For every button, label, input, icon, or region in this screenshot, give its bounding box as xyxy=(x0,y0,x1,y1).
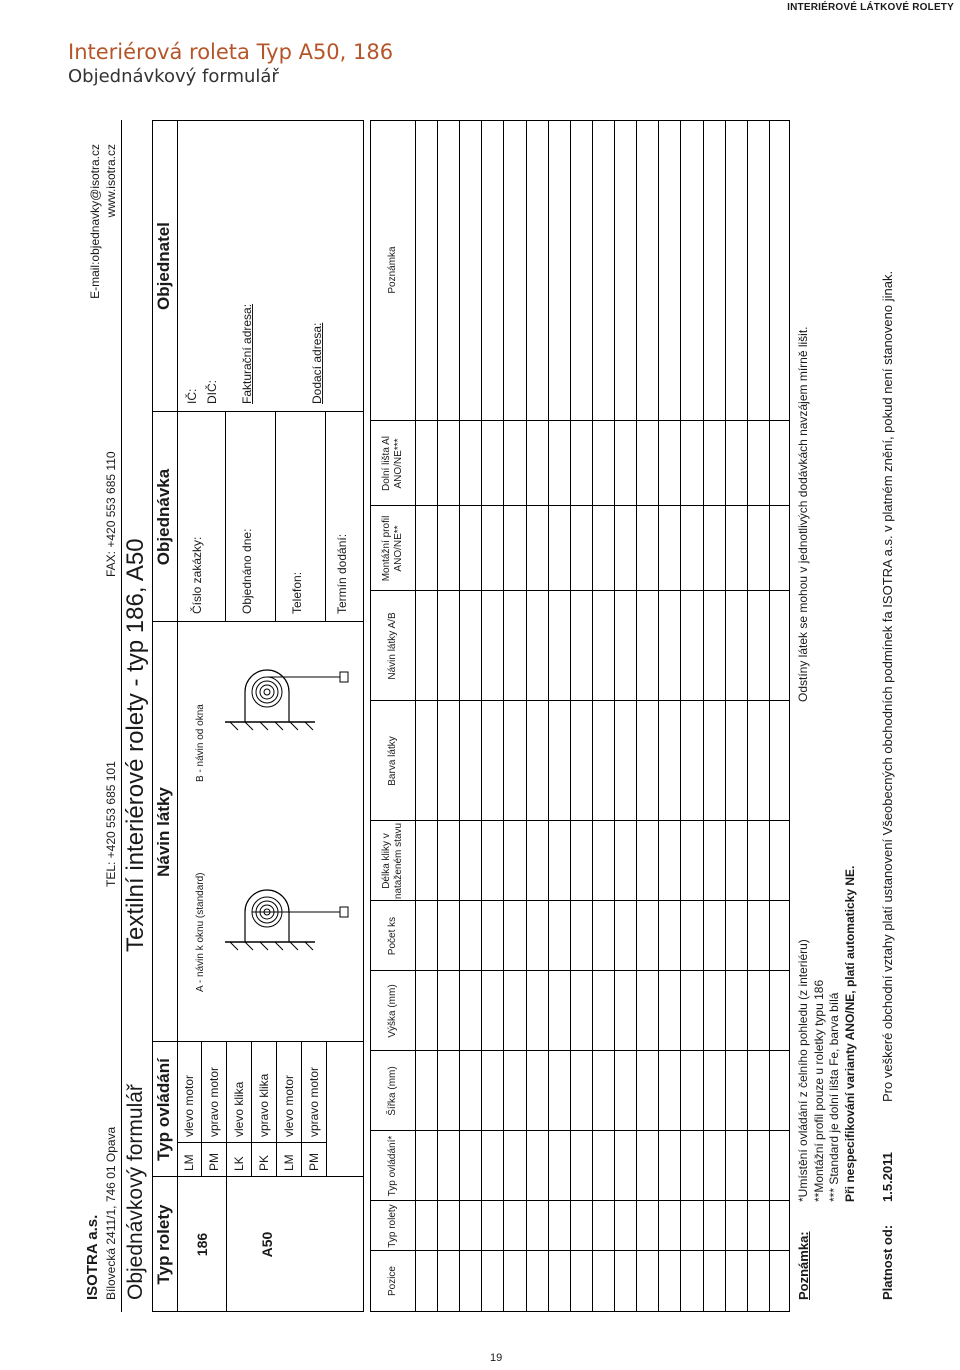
table-row[interactable] xyxy=(503,121,525,1311)
section-objednatel: Objednatel xyxy=(154,222,173,310)
control-row xyxy=(277,1042,302,1177)
table-row[interactable] xyxy=(680,121,702,1311)
control-code: LM xyxy=(182,1154,196,1171)
table-row[interactable] xyxy=(570,121,592,1311)
company-name: ISOTRA a.s. xyxy=(84,1214,101,1300)
column-header: Montážní profil ANO/NE** xyxy=(381,515,404,582)
type-a50: A50 xyxy=(259,1231,275,1258)
control-code: LM xyxy=(282,1154,296,1171)
shades-note: Odstíny látek se mohou v jednotlivých dodávkách navzájem mírně lišit. xyxy=(796,326,810,702)
control-row xyxy=(177,1042,202,1177)
control-label: vpravo klika xyxy=(257,1073,271,1137)
sep-objednavka xyxy=(152,411,364,412)
corner-category-label: INTERIÉROVÉ LÁTKOVÉ ROLETY xyxy=(787,2,954,13)
company-address: Bílovecká 2411/1, 746 01 Opava xyxy=(104,1126,118,1300)
column-header: Návin látky A/B xyxy=(387,612,398,680)
control-code: PM xyxy=(207,1153,221,1171)
table-row[interactable] xyxy=(725,121,747,1311)
company-web[interactable]: www.isotra.cz xyxy=(104,144,118,218)
notes-label: Poznámka: xyxy=(796,1231,811,1300)
objednavka-field[interactable]: Telefon: xyxy=(290,571,304,614)
table-row[interactable] xyxy=(437,121,459,1311)
type-186: 186 xyxy=(177,1177,227,1312)
objednavka-field[interactable]: Číslo zakázky: xyxy=(190,536,204,614)
navin-a-label: A - návin k oknu (standard) xyxy=(195,872,206,992)
column-header: Typ ovládání* xyxy=(387,1135,398,1197)
column-header: Výška (mm) xyxy=(387,984,398,1038)
navin-b-diagram xyxy=(215,642,355,752)
note-line: *Umístění ovládání z čelního pohledu (z interiéru) xyxy=(796,939,810,1202)
note-line: *** Standard je dolní lišta Fe, barva bílá xyxy=(827,992,841,1202)
table-row[interactable] xyxy=(747,121,769,1311)
control-row xyxy=(227,1042,252,1177)
control-code: PK xyxy=(257,1154,271,1171)
validity-date: 1.5.2011 xyxy=(880,1152,895,1202)
control-code: PM xyxy=(307,1153,321,1171)
field-divider xyxy=(325,412,326,622)
table-row[interactable] xyxy=(658,121,680,1311)
control-row xyxy=(302,1042,327,1177)
control-row xyxy=(202,1042,227,1177)
form-heading-main: Textilní interiérové rolety - typ 186, A50 xyxy=(122,538,149,952)
table-row[interactable] xyxy=(769,121,791,1311)
table-row[interactable] xyxy=(636,121,658,1311)
navin-b-label: B - návin od okna xyxy=(195,704,206,782)
objednatel-field[interactable]: Dodací adresa: xyxy=(310,322,324,404)
company-fax: FAX: +420 553 685 110 xyxy=(104,451,118,577)
page-number: 19 xyxy=(490,1352,503,1364)
table-row[interactable] xyxy=(415,121,437,1311)
order-table xyxy=(370,120,790,1312)
objednavka-field[interactable]: Termín dodání: xyxy=(335,533,349,614)
table-row[interactable] xyxy=(703,121,725,1311)
objednavka-field[interactable]: Objednáno dne: xyxy=(240,528,254,614)
column-header: Délka kliky v nataženém stavu xyxy=(381,822,404,900)
objednatel-field[interactable]: DIČ: xyxy=(205,380,219,404)
control-row xyxy=(252,1042,277,1177)
company-tel: TEL: +420 553 685 101 xyxy=(104,761,118,887)
table-row[interactable] xyxy=(481,121,503,1311)
notes-block xyxy=(796,866,858,1202)
section-navin: Návin látky xyxy=(154,787,173,877)
field-divider xyxy=(225,412,226,622)
sep-navin xyxy=(152,621,364,622)
table-row[interactable] xyxy=(592,121,614,1311)
page-title: Interiérová roleta Typ A50, 186 xyxy=(68,40,394,64)
validity-label: Platnost od: xyxy=(880,1224,895,1300)
note-line: **Montážní profil pouze u roletky typu 186 xyxy=(811,979,826,1202)
table-row[interactable] xyxy=(614,121,636,1311)
section-typ-rolety: Typ rolety xyxy=(154,1204,173,1285)
company-email[interactable]: E-mail:objednavky@isotra.cz xyxy=(88,144,102,299)
terms-note: Pro veškeré obchodní vztahy platí ustanovení Všeobecných obchodních podmínek fa ISOTRA a.s. v platném znění, pokud není stanoveno jinak. xyxy=(880,270,895,1102)
section-typ-ovladani: Typ ovládání xyxy=(154,1058,173,1161)
column-header: Barva látky xyxy=(387,736,398,786)
control-code: LK xyxy=(232,1156,246,1171)
table-row[interactable] xyxy=(548,121,570,1311)
note-line: Při nespecifikování varianty ANO/NE, platí automaticky NE. xyxy=(842,865,857,1202)
column-header: Pozice xyxy=(387,1266,398,1297)
section-objednavka: Objednávka xyxy=(154,468,173,566)
control-label: vlevo klika xyxy=(232,1081,246,1137)
control-label: vlevo motor xyxy=(282,1074,296,1137)
objednatel-field[interactable]: IČ: xyxy=(185,388,199,404)
control-label: vpravo motor xyxy=(207,1066,221,1137)
objednatel-field[interactable]: Fakturační adresa: xyxy=(240,303,254,404)
column-header: Dolní lišta Al ANO/NE*** xyxy=(381,435,404,492)
navin-a-diagram xyxy=(215,862,355,972)
column-header: Typ rolety xyxy=(387,1204,398,1248)
table-row[interactable] xyxy=(459,121,481,1311)
form-heading-left: Objednávkový formulář xyxy=(124,1084,147,1300)
control-label: vlevo motor xyxy=(182,1074,196,1137)
control-label: vpravo motor xyxy=(307,1066,321,1137)
table-row[interactable] xyxy=(526,121,548,1311)
column-header: Šířka (mm) xyxy=(387,1066,398,1116)
field-divider xyxy=(275,412,276,622)
column-header: Počet ks xyxy=(387,916,398,956)
rotated-order-form xyxy=(80,120,920,1312)
column-header: Poznámka xyxy=(387,246,398,294)
page-subtitle: Objednávkový formulář xyxy=(68,66,279,87)
